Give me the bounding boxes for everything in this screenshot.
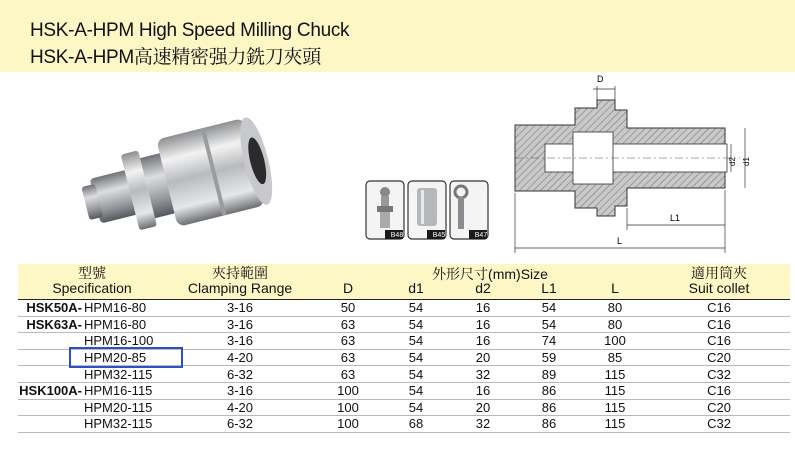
- series-cell: [18, 333, 82, 350]
- clamping-range-cell: 3-16: [166, 382, 314, 399]
- L1-cell: 89: [516, 366, 582, 383]
- L1-cell: 86: [516, 382, 582, 399]
- series-cell: HSK50A-: [18, 300, 82, 317]
- D-cell: 100: [314, 399, 382, 416]
- L-cell: 115: [582, 382, 648, 399]
- table-row: [18, 382, 790, 399]
- D-cell: 100: [314, 416, 382, 433]
- series-cell: [18, 399, 82, 416]
- pull-stud-icon: [366, 181, 404, 239]
- header-d1: d1: [382, 264, 450, 300]
- collet-cell: C16: [648, 316, 790, 333]
- d2-cell: 16: [450, 382, 516, 399]
- title-banner: [0, 0, 795, 72]
- D-cell: 63: [314, 333, 382, 350]
- title-english: HSK-A-HPM High Speed Milling Chuck: [30, 20, 350, 41]
- specification-table: [18, 264, 790, 433]
- accessory-code-b47: B47: [474, 232, 488, 239]
- dim-label-L: L: [617, 236, 623, 246]
- d2-cell: 20: [450, 399, 516, 416]
- d1-cell: 54: [382, 349, 450, 366]
- d1-cell: 68: [382, 416, 450, 433]
- title-chinese: HSK-A-HPM高速精密强力銑刀夾頭: [30, 47, 321, 68]
- dim-label-d2: d2: [728, 157, 737, 166]
- d1-cell: 54: [382, 333, 450, 350]
- L-cell: 80: [582, 316, 648, 333]
- d1-cell: 54: [382, 399, 450, 416]
- collet-cell: C16: [648, 382, 790, 399]
- model-cell: HPM20-115: [82, 399, 166, 416]
- header-L1: L1: [516, 264, 582, 300]
- L-cell: 115: [582, 399, 648, 416]
- D-cell: 63: [314, 349, 382, 366]
- header-size: 外形尺寸(mm)Size: [432, 266, 548, 282]
- d2-cell: 32: [450, 416, 516, 433]
- dim-label-d1: d1: [742, 157, 751, 166]
- header-specification: 型號 Specification: [18, 264, 166, 300]
- L-cell: 80: [582, 300, 648, 317]
- d2-cell: 16: [450, 333, 516, 350]
- collet-cell: C16: [648, 333, 790, 350]
- L1-cell: 59: [516, 349, 582, 366]
- model-cell: HPM16-100: [82, 333, 166, 350]
- collet-cell: C16: [648, 300, 790, 317]
- L1-cell: 54: [516, 300, 582, 317]
- header-d2: 外形尺寸(mm)Size d2: [450, 264, 516, 300]
- model-cell: HPM16-80: [82, 316, 166, 333]
- d1-cell: 54: [382, 316, 450, 333]
- collet-icon: [408, 181, 446, 239]
- d1-cell: 54: [382, 366, 450, 383]
- model-cell: HPM32-115: [82, 416, 166, 433]
- L1-cell: 86: [516, 399, 582, 416]
- model-cell: HPM16-80: [82, 300, 166, 317]
- d2-cell: 16: [450, 316, 516, 333]
- table-row: [18, 399, 790, 416]
- highlighted-model: HPM20-85: [72, 350, 180, 365]
- wrench-icon: [450, 181, 488, 239]
- accessory-code-b48: B48: [390, 232, 404, 239]
- table-row: [18, 316, 790, 333]
- series-cell: [18, 366, 82, 383]
- accessory-code-b45: B45: [432, 232, 446, 239]
- D-cell: 100: [314, 382, 382, 399]
- L-cell: 100: [582, 333, 648, 350]
- d2-cell: 20: [450, 349, 516, 366]
- collet-cell: C32: [648, 416, 790, 433]
- d2-cell: 16: [450, 300, 516, 317]
- series-cell: HSK63A-: [18, 316, 82, 333]
- D-cell: 63: [314, 366, 382, 383]
- header-L: L: [582, 264, 648, 300]
- d1-cell: 54: [382, 382, 450, 399]
- clamping-range-cell: 6-32: [166, 366, 314, 383]
- table-row: [18, 416, 790, 433]
- D-cell: 63: [314, 316, 382, 333]
- D-cell: 50: [314, 300, 382, 317]
- table-header-row: [18, 264, 790, 300]
- chuck-product-photo: [60, 80, 290, 255]
- L-cell: 115: [582, 416, 648, 433]
- accessory-icons: [365, 180, 490, 242]
- d1-cell: 54: [382, 300, 450, 317]
- collet-cell: C20: [648, 399, 790, 416]
- header-D: D: [314, 264, 382, 300]
- clamping-range-cell: 4-20: [166, 399, 314, 416]
- L1-cell: 54: [516, 316, 582, 333]
- L-cell: 85: [582, 349, 648, 366]
- table-row: [18, 333, 790, 350]
- d2-cell: 32: [450, 366, 516, 383]
- clamping-range-cell: 3-16: [166, 300, 314, 317]
- L1-cell: 74: [516, 333, 582, 350]
- header-suit-collet: 適用筒夾 Suit collet: [648, 264, 790, 300]
- collet-cell: C32: [648, 366, 790, 383]
- collet-cell: C20: [648, 349, 790, 366]
- clamping-range-cell: 3-16: [166, 333, 314, 350]
- dim-label-L1: L1: [670, 213, 681, 223]
- clamping-range-cell: 3-16: [166, 316, 314, 333]
- model-cell: HPM16-115: [82, 382, 166, 399]
- clamping-range-cell: 4-20: [166, 349, 314, 366]
- model-cell: HPM32-115: [82, 366, 166, 383]
- series-cell: HSK100A-: [19, 383, 82, 399]
- dim-label-D: D: [597, 74, 604, 84]
- table-row: [18, 349, 790, 366]
- L1-cell: 86: [516, 416, 582, 433]
- L-cell: 115: [582, 366, 648, 383]
- technical-drawing: [505, 70, 790, 260]
- model-cell: [82, 349, 166, 366]
- table-row: [18, 366, 790, 383]
- clamping-range-cell: 6-32: [166, 416, 314, 433]
- series-cell: [18, 416, 82, 433]
- header-clamping-range: 夾持範圍 Clamping Range: [166, 264, 314, 300]
- table-row: [18, 300, 790, 317]
